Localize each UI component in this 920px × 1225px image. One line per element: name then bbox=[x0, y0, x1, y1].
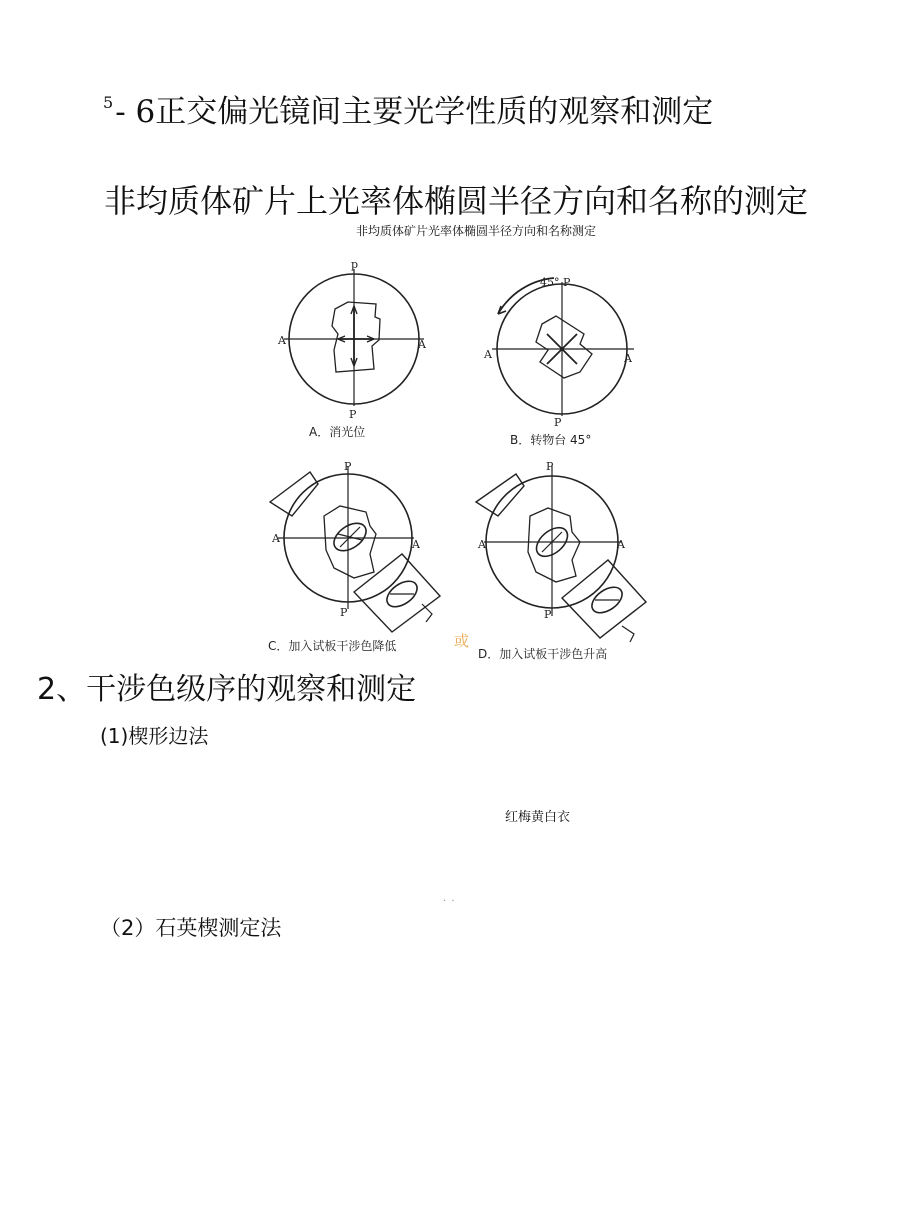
panel-d-caption: D．加入试板干涉色升高 bbox=[478, 647, 608, 661]
panel-b-caption: B．转物台 45° bbox=[510, 433, 592, 447]
panel-a-caption: A．消光位 bbox=[309, 425, 366, 439]
panel-c-label-bottom: P bbox=[340, 606, 348, 619]
panel-b-label-bottom: P bbox=[554, 416, 562, 429]
panel-a-label-left: A bbox=[278, 334, 286, 347]
panel-b-label-right: A bbox=[624, 352, 632, 365]
panel-d-diagram bbox=[476, 466, 646, 642]
heading-number: 5 bbox=[103, 93, 114, 112]
heading-text: - 6正交偏光镜间主要光学性质的观察和测定 bbox=[115, 94, 714, 130]
section2-title: 2、干涉色级序的观察和测定 bbox=[37, 672, 417, 707]
color-sequence-mnemonic: 红梅黄白衣 bbox=[505, 810, 571, 825]
panel-d-label-left: A bbox=[478, 538, 486, 551]
method1-title: (1)楔形边法 bbox=[100, 724, 209, 748]
section-heading bbox=[103, 86, 713, 131]
panel-b-angle: 45° bbox=[540, 276, 560, 289]
or-text: 或 bbox=[454, 632, 470, 650]
indicatrix-figure bbox=[262, 254, 662, 666]
panel-b-label-top: P bbox=[563, 276, 571, 289]
panel-a-label-top: p bbox=[351, 258, 359, 271]
panel-c-label-right: A bbox=[412, 538, 420, 551]
subheading: 非均质体矿片上光率体椭圆半径方向和名称的测定 bbox=[104, 182, 809, 220]
panel-c-caption: C．加入试板干涉色降低 bbox=[268, 639, 397, 653]
panel-c-label-top: P bbox=[344, 460, 352, 473]
panel-d-label-top: P bbox=[546, 460, 554, 473]
scan-artifact: · · bbox=[443, 896, 456, 907]
panel-a-diagram bbox=[284, 269, 424, 406]
figure-caption: 非均质体矿片光率体椭圆半径方向和名称测定 bbox=[355, 224, 596, 238]
panel-b-label-left: A bbox=[484, 348, 492, 361]
panel-b-diagram bbox=[492, 278, 634, 416]
panel-c-label-left: A bbox=[272, 532, 280, 545]
panel-a-label-right: A bbox=[418, 338, 426, 351]
panel-a-label-bottom: P bbox=[349, 408, 357, 421]
panel-d-label-bottom: P bbox=[544, 608, 552, 621]
method2-title: （2）石英楔测定法 bbox=[100, 916, 282, 940]
panel-d-label-right: A bbox=[617, 538, 625, 551]
